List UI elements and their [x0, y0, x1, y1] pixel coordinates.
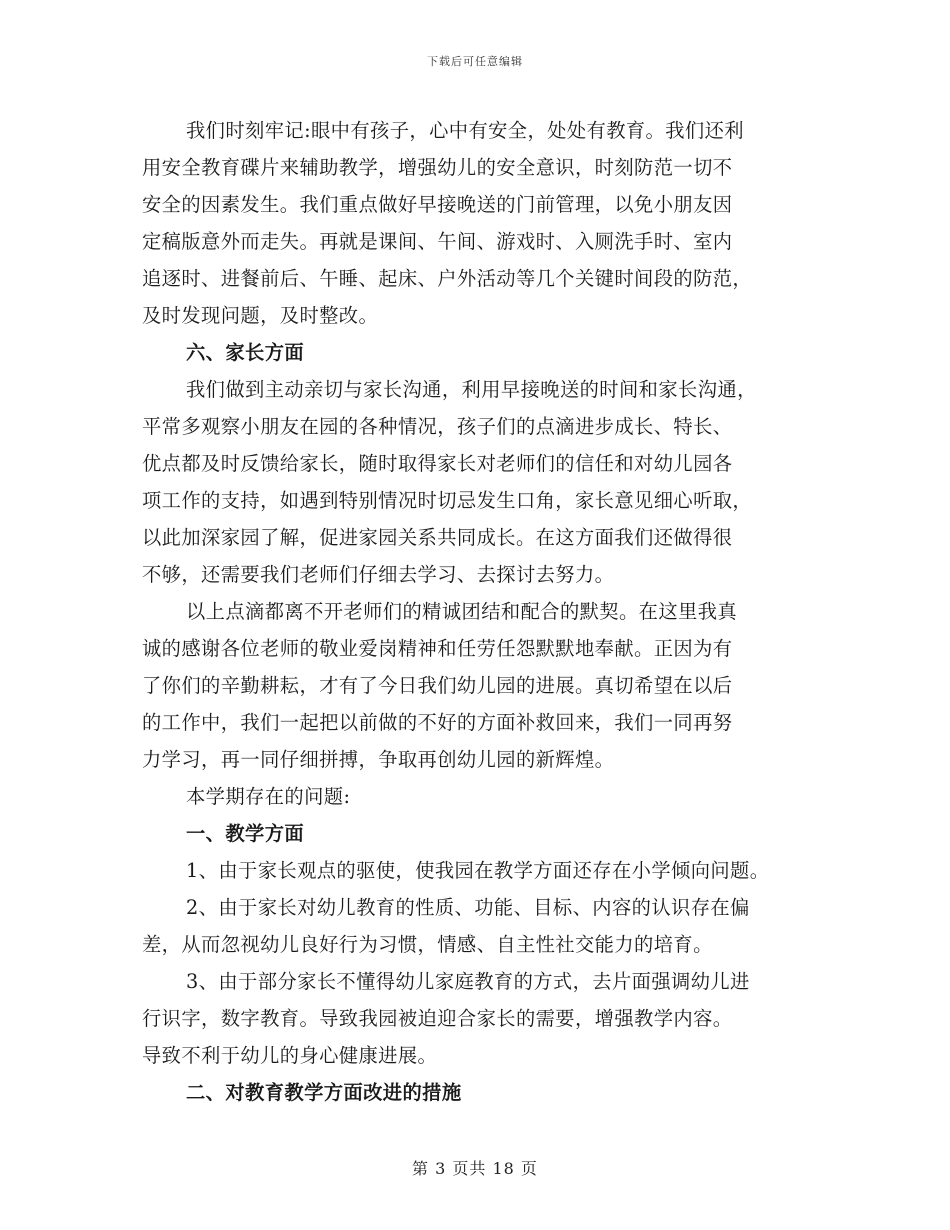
- text-line: 诚的感谢各位老师的敬业爱岗精神和任劳任怨默默地奉献。正因为有: [142, 637, 733, 660]
- text-line: 差，从而忽视幼儿良好行为习惯，情感、自主性社交能力的培育。: [142, 933, 713, 956]
- page-header: 下载后可任意编辑: [427, 55, 523, 68]
- text-line: 了你们的辛勤耕耘，才有了今日我们幼儿园的进展。真切希望在以后: [142, 674, 733, 697]
- text-line: 1、由于家长观点的驱使，使我园在教学方面还存在小学倾向问题。: [186, 859, 770, 882]
- text-line: 力学习，再一同仔细拼搏，争取再创幼儿园的新辉煌。: [142, 748, 615, 771]
- text-line: 用安全教育碟片来辅助教学，增强幼儿的安全意识，时刻防范一切不: [142, 156, 733, 179]
- text-line: 安全的因素发生。我们重点做好早接晚送的门前管理，以免小朋友因: [142, 193, 733, 216]
- section-heading: 二、对教育教学方面改进的措施: [186, 1081, 462, 1104]
- text-line: 项工作的支持，如遇到特别情况时切忌发生口角，家长意见细心听取，: [142, 489, 753, 512]
- text-line: 导致不利于幼儿的身心健康进展。: [142, 1044, 438, 1067]
- text-line: 行识字，数字教育。导致我园被迫迎合家长的需要，增强教学内容。: [142, 1007, 733, 1030]
- text-line: 我们做到主动亲切与家长沟通，利用早接晚送的时间和家长沟通，: [186, 378, 757, 401]
- text-line: 3、由于部分家长不懂得幼儿家庭教育的方式，去片面强调幼儿进: [186, 970, 750, 993]
- text-line: 我们时刻牢记:眼中有孩子，心中有安全，处处有教育。我们还利: [186, 119, 744, 142]
- text-line: 不够，还需要我们老师们仔细去学习、去探讨去努力。: [142, 563, 615, 586]
- text-line: 定稿版意外而走失。再就是课间、午间、游戏时、入厕洗手时、室内: [142, 230, 733, 253]
- text-line: 本学期存在的问题:: [186, 785, 351, 808]
- text-line: 2、由于家长对幼儿教育的性质、功能、目标、内容的认识存在偏: [186, 896, 750, 919]
- text-line: 平常多观察小朋友在园的各种情况，孩子们的点滴进步成长、特长、: [142, 415, 733, 438]
- text-line: 优点都及时反馈给家长，随时取得家长对老师们的信任和对幼儿园各: [142, 452, 733, 475]
- text-line: 及时发现问题，及时整改。: [142, 304, 379, 327]
- text-line: 以此加深家园了解，促进家园关系共同成长。在这方面我们还做得很: [142, 526, 733, 549]
- text-line: 的工作中，我们一起把以前做的不好的方面补救回来，我们一同再努: [142, 711, 733, 734]
- page-number: 第 3 页共 18 页: [412, 1159, 538, 1178]
- text-line: 追逐时、进餐前后、午睡、起床、户外活动等几个关键时间段的防范，: [142, 267, 753, 290]
- document-body: [142, 112, 818, 1111]
- section-heading: 六、家长方面: [186, 341, 305, 364]
- section-heading: 一、教学方面: [186, 822, 305, 845]
- text-line: 以上点滴都离不开老师们的精诚团结和配合的默契。在这里我真: [186, 600, 738, 623]
